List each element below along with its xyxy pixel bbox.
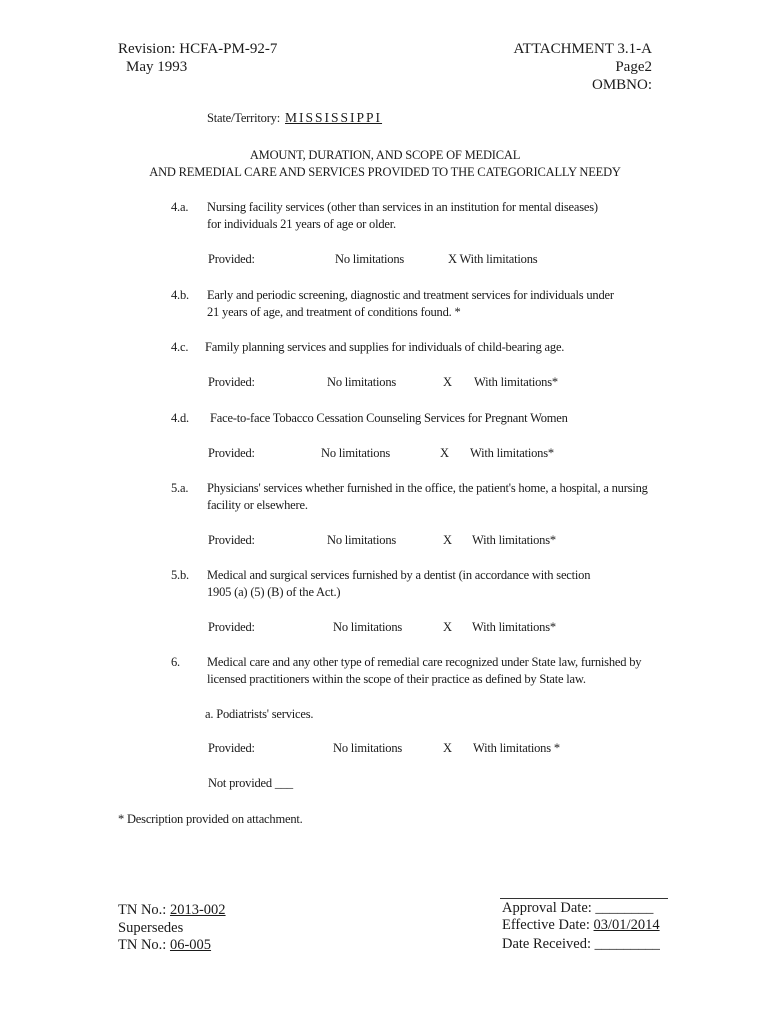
provided-label: Provided: xyxy=(208,446,255,460)
item-text-line: Face-to-face Tobacco Cessation Counseling Services for Pregnant Women xyxy=(210,411,568,425)
x-mark: X xyxy=(443,620,452,634)
item-number: 6. xyxy=(171,655,180,669)
date-received: Date Received: _________ xyxy=(502,936,660,952)
page-label: Page2 xyxy=(615,59,652,75)
not-provided-label: Not provided ___ xyxy=(208,776,293,790)
item-text-line: for individuals 21 years of age or older. xyxy=(207,217,396,231)
with-limitations-option: With limitations* xyxy=(474,375,558,389)
state-value: MISSISSIPPI xyxy=(285,110,383,125)
item-text-line: Medical care and any other type of remedial care recognized under State law, furnished by xyxy=(207,655,642,669)
item-number: 4.b. xyxy=(171,288,189,302)
item-number: 5.a. xyxy=(171,481,189,495)
revision-label: Revision: HCFA-PM-92-7 xyxy=(118,41,278,57)
with-limitations-option: With limitations* xyxy=(470,446,554,460)
effective-date xyxy=(502,917,660,934)
tn-superseded xyxy=(118,937,211,954)
item-number: 4.c. xyxy=(171,340,189,354)
no-limitations-option: No limitations xyxy=(327,533,397,547)
item-text-line: 1905 (a) (5) (B) of the Act.) xyxy=(207,585,341,599)
provided-label: Provided: xyxy=(208,741,255,755)
item-text-line: Nursing facility services (other than services in an institution for mental diseases) xyxy=(207,200,598,214)
provided-label: Provided: xyxy=(208,375,255,389)
revision-date: May 1993 xyxy=(126,59,188,75)
omb-label: OMBNO: xyxy=(591,77,652,93)
x-mark: X xyxy=(443,533,452,547)
item-text-line: Early and periodic screening, diagnostic and treatment services for individuals under xyxy=(207,288,614,302)
provided-label: Provided: xyxy=(208,620,255,634)
item-text-line: Family planning services and supplies for individuals of child-bearing age. xyxy=(205,340,565,354)
with-limitations-option: With limitations* xyxy=(472,620,556,634)
item-text-line: facility or elsewhere. xyxy=(207,498,308,512)
no-limitations-option: No limitations xyxy=(333,741,403,755)
state-label: State/Territory: xyxy=(207,111,280,125)
with-limitations-option: X With limitations xyxy=(448,252,538,266)
tn2-label: TN No.: xyxy=(118,937,167,953)
effective-label: Effective Date: xyxy=(502,917,590,933)
x-mark: X xyxy=(443,375,452,389)
x-mark: X xyxy=(443,741,452,755)
item-number: 4.a. xyxy=(171,200,189,214)
with-limitations-option: With limitations* xyxy=(472,533,556,547)
no-limitations-option: No limitations xyxy=(327,375,397,389)
attachment-label: ATTACHMENT 3.1-A xyxy=(513,41,652,57)
item-text-line: Physicians' services whether furnished in the office, the patient's home, a hospital, a nursing xyxy=(207,481,648,495)
with-limitations-option: With limitations * xyxy=(473,741,560,755)
item-text-line: Medical and surgical services furnished by a dentist (in accordance with section xyxy=(207,568,591,582)
title-line-1: AMOUNT, DURATION, AND SCOPE OF MEDICAL xyxy=(249,148,521,162)
no-limitations-option: No limitations xyxy=(321,446,391,460)
approval-date: Approval Date: ________ xyxy=(502,900,654,916)
provided-label: Provided: xyxy=(208,252,255,266)
tn-number xyxy=(118,902,226,919)
title-line-2: AND REMEDIAL CARE AND SERVICES PROVIDED TO THE CATEGORICALLY NEEDY xyxy=(149,165,621,179)
x-mark: X xyxy=(440,446,449,460)
effective-value: 03/01/2014 xyxy=(593,917,660,933)
footnote: * Description provided on attachment. xyxy=(118,812,303,826)
tn-label: TN No.: xyxy=(118,902,167,918)
item-number: 5.b. xyxy=(171,568,189,582)
tn2-value: 06-005 xyxy=(169,937,212,953)
no-limitations-option: No limitations xyxy=(333,620,403,634)
supersedes-label: Supersedes xyxy=(118,920,184,936)
item-text-line: licensed practitioners within the scope of their practice as defined by State law. xyxy=(207,672,586,686)
no-limitations-option: No limitations xyxy=(335,252,405,266)
item-text-line: 21 years of age, and treatment of conditions found. * xyxy=(207,305,461,319)
footer-divider xyxy=(500,898,668,899)
item-number: 4.d. xyxy=(171,411,189,425)
tn-value: 2013-002 xyxy=(169,902,226,918)
sub-item: a. Podiatrists' services. xyxy=(205,707,314,721)
provided-label: Provided: xyxy=(208,533,255,547)
